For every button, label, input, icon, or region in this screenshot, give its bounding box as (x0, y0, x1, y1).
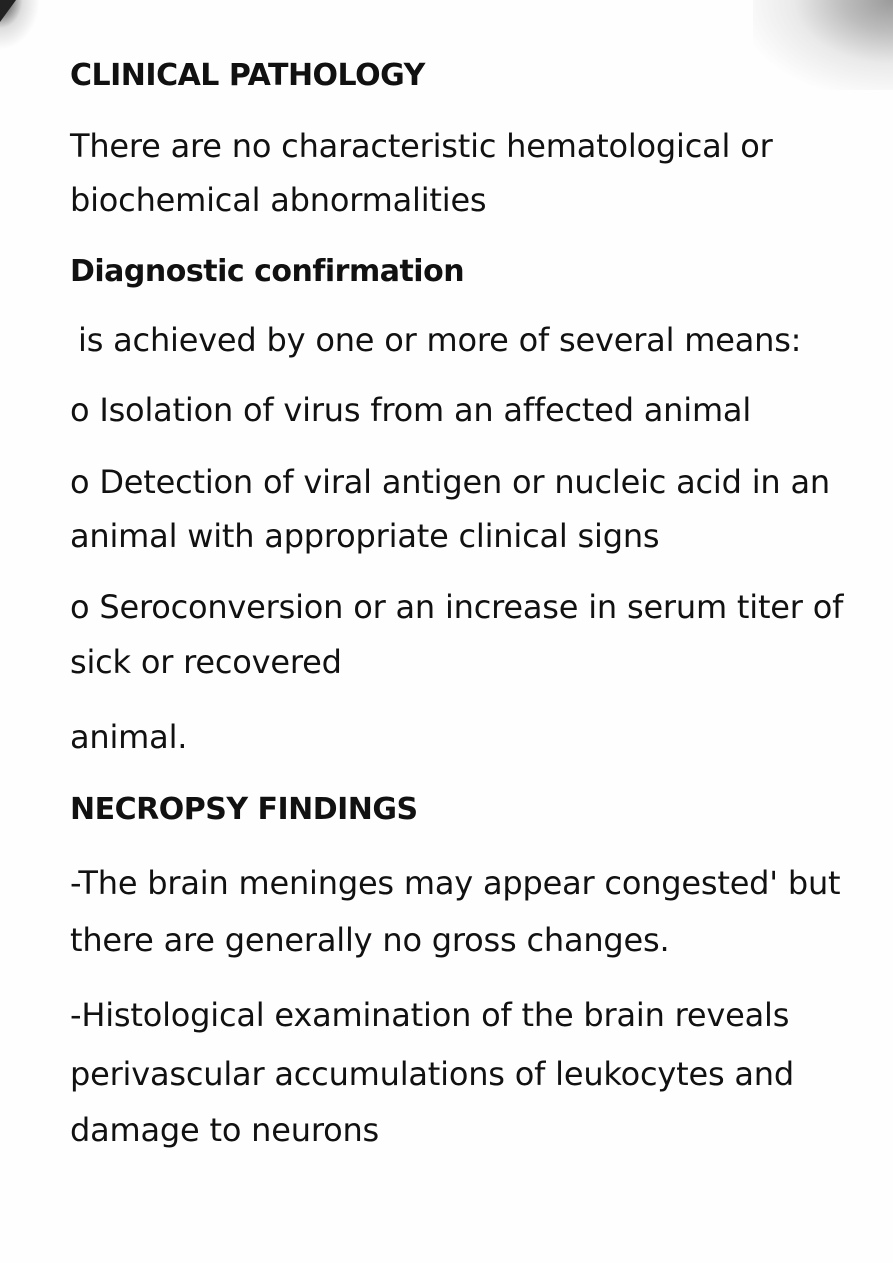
clinical-pathology-line-1: There are no characteristic hematological or (70, 127, 773, 165)
necropsy-paragraph-1-line-1: -The brain meninges may appear congested' but (70, 864, 841, 902)
necropsy-paragraph-2-line-3: damage to neurons (70, 1111, 380, 1149)
diagnostic-item-detection-line-2: animal with appropriate clinical signs (70, 517, 660, 555)
diagnostic-item-seroconversion-line-3: animal. (70, 718, 188, 756)
scan-shadow-top-right (753, 0, 893, 90)
folded-corner-top-left (0, 0, 16, 22)
necropsy-paragraph-1-line-2: there are generally no gross changes. (70, 921, 670, 959)
diagnostic-item-isolation: o Isolation of virus from an affected animal (70, 391, 752, 429)
heading-necropsy-findings: NECROPSY FINDINGS (70, 792, 418, 827)
diagnostic-item-detection-line-1: o Detection of viral antigen or nucleic acid in an (70, 463, 830, 501)
diagnostic-item-seroconversion-line-2: sick or recovered (70, 643, 342, 681)
diagnostic-intro: is achieved by one or more of several means: (78, 321, 802, 359)
diagnostic-item-seroconversion-line-1: o Seroconversion or an increase in serum titer of (70, 588, 844, 626)
heading-diagnostic-confirmation: Diagnostic confirmation (70, 254, 465, 289)
necropsy-paragraph-2-line-1: -Histological examination of the brain reveals (70, 996, 790, 1034)
clinical-pathology-line-2: biochemical abnormalities (70, 181, 487, 219)
necropsy-paragraph-2-line-2: perivascular accumulations of leukocytes and (70, 1055, 794, 1093)
heading-clinical-pathology: CLINICAL PATHOLOGY (70, 58, 425, 93)
